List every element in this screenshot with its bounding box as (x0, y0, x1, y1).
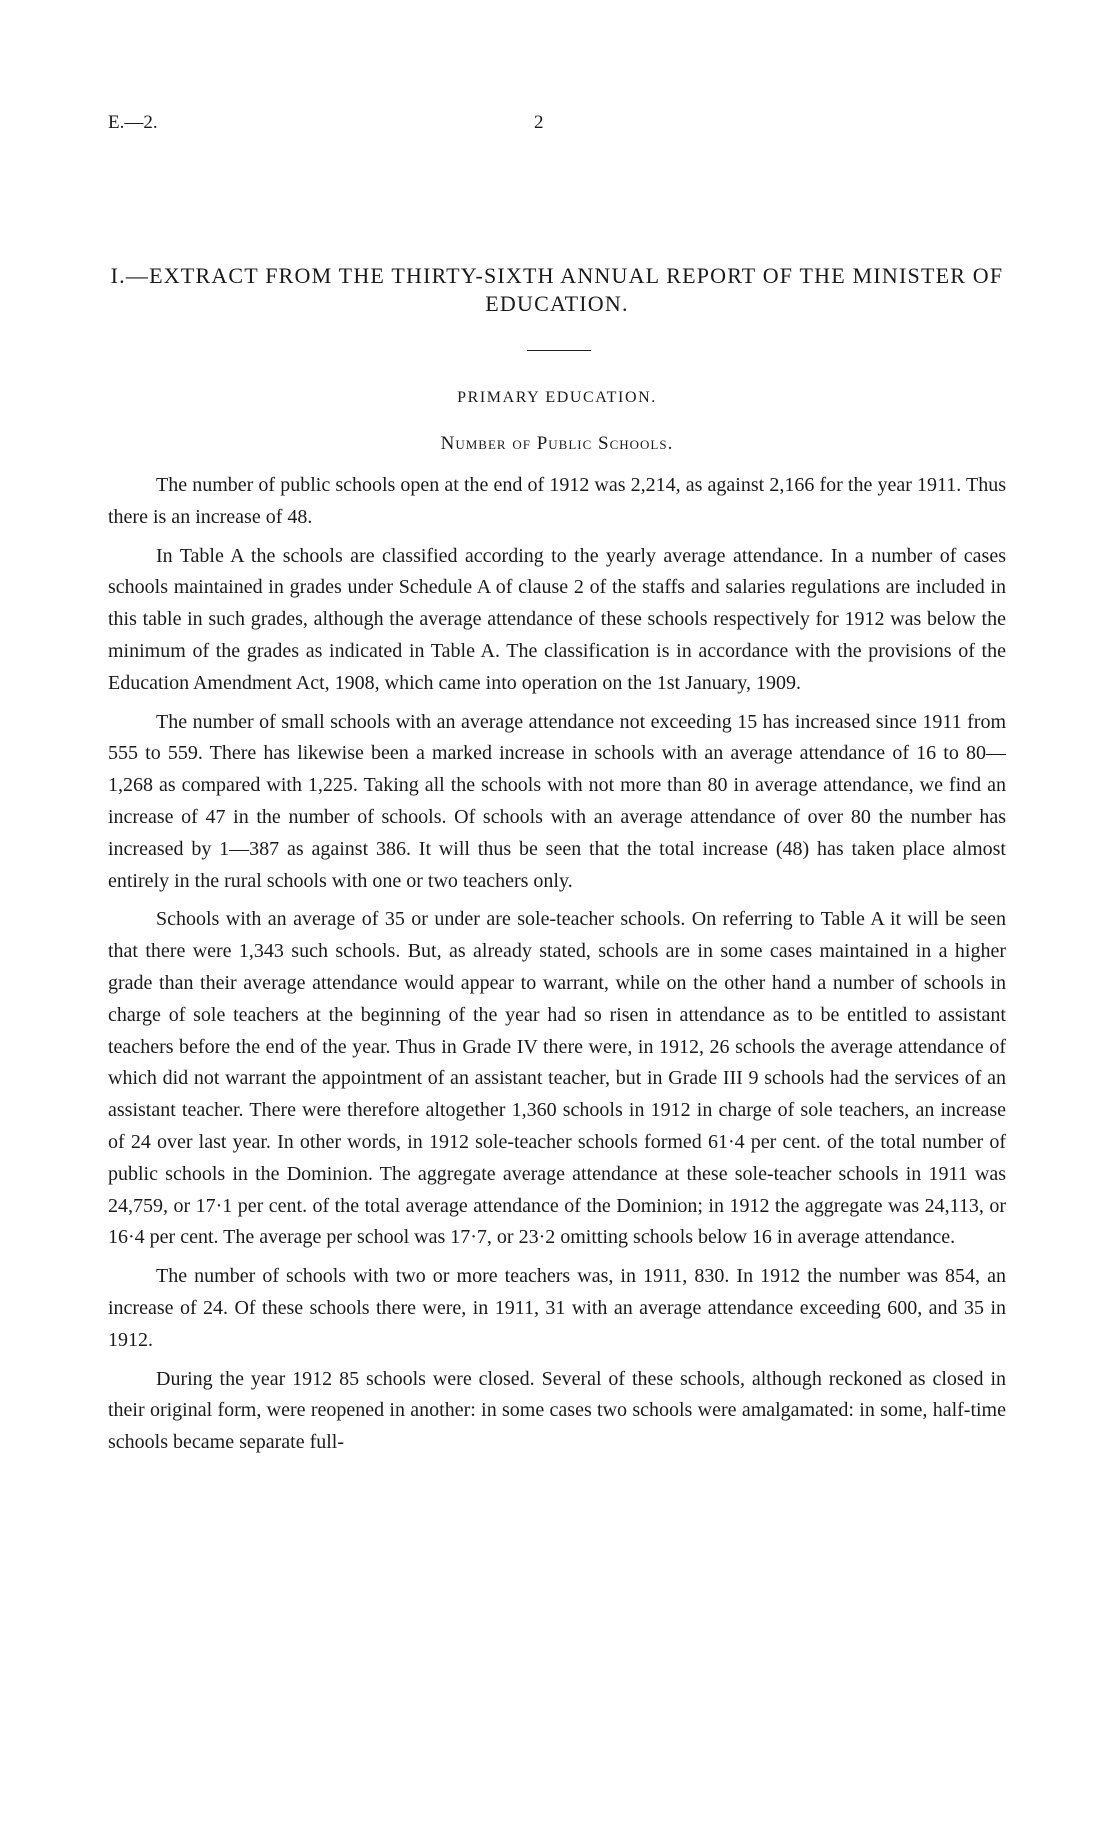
paragraph: The number of schools with two or more teachers was, in 1911, 830. In 1912 the number was 854, an increase of 24. Of these schools there were, in 1911, 31 with an average attendance exceeding 600, and 35 in 1912. (108, 1265, 1006, 1351)
page-number: 2 (534, 112, 544, 133)
section-heading: PRIMARY EDUCATION. (457, 389, 657, 406)
document-page (108, 0, 1006, 1841)
document-reference: E.—2. (108, 112, 158, 133)
paragraph: In Table A the schools are classified according to the yearly average attendance. In a number of cases schools maintained in grades under Schedule A of clause 2 of the staffs and salaries regulations are included in this table in such grades, although the average attendance of these schools respectively for 1912 was below the minimum of the grades as indicated in Table A. The classification is in accordance with the provisions of the Education Amendment Act, 1908, which came into operation on the 1st January, 1909. (108, 544, 1006, 694)
paragraph: Schools with an average of 35 or under are sole-teacher schools. On referring to Table A it will be seen that there were 1,343 such schools. But, as already stated, schools are in some cases maintained in a higher grade than their average attendance would appear to warrant, while on the other hand a number of schools in charge of sole teachers at the beginning of the year had so risen in attendance as to be entitled to assistant teachers before the end of the year. Thus in Grade IV there were, in 1912, 26 schools the average attendance of which did not warrant the appointment of an assistant teacher, but in Grade III 9 schools had the services of an assistant teacher. There were therefore altogether 1,360 schools in 1912 in charge of sole teachers, an increase of 24 over last year. In other words, in 1912 sole-teacher schools formed 61·4 per cent. of the total number of public schools in the Dominion. The aggregate average attendance at these sole-teacher schools in 1911 was 24,759, or 17·1 per cent. of the total average attendance of the Dominion; in 1912 the aggregate was 24,113, or 16·4 per cent. The average per school was 17·7, or 23·2 omitting schools below 16 in average attendance. (108, 908, 1006, 1249)
running-head (108, 112, 1006, 140)
title-divider (527, 350, 591, 351)
paragraph: The number of small schools with an average attendance not exceeding 15 has increased since 1911 from 555 to 559. There has likewise been a marked increase in schools with an average attendance of 16 to 80—1,268 as compared with 1,225. Taking all the schools with not more than 80 in average attendance, we find an increase of 47 in the number of schools. Of schools with an average attendance of over 80 the number has increased by 1—387 as against 386. It will thus be seen that the total increase (48) has taken place almost entirely in the rural schools with one or two teachers only. (108, 710, 1006, 892)
report-title: I.—EXTRACT FROM THE THIRTY-SIXTH ANNUAL REPORT OF THE MINISTER OF EDUCATION. (110, 263, 1004, 316)
body-text (108, 470, 1006, 1459)
paragraph: The number of public schools open at the end of 1912 was 2,214, as against 2,166 for the year 1911. Thus there is an increase of 48. (108, 474, 1006, 528)
paragraph: During the year 1912 85 schools were closed. Several of these schools, although reckoned as closed in their original form, were reopened in another: in some cases two schools were amalgamated: in some, half-time schools became separate full- (108, 1367, 1006, 1454)
sub-heading: Number of Public Schools. (440, 433, 674, 454)
